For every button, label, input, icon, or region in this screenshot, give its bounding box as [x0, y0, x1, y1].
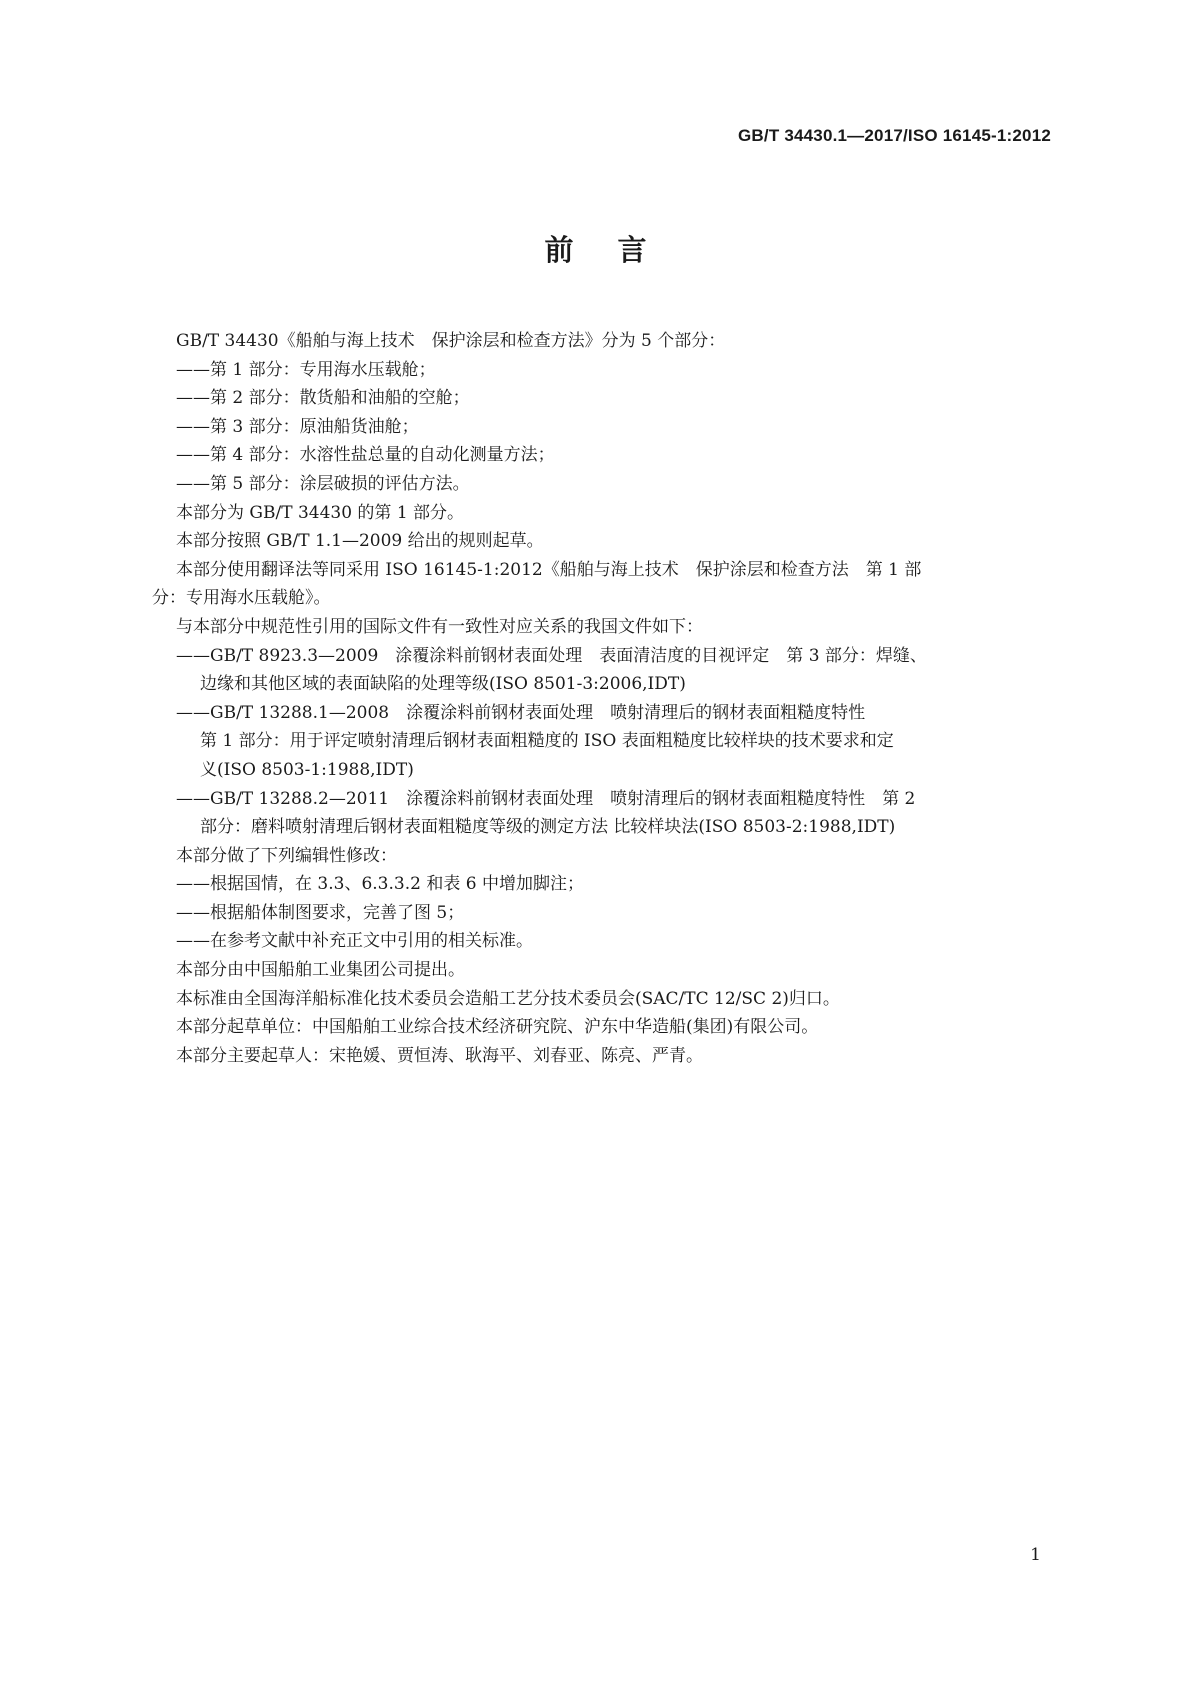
- paragraph: 本部分为 GB/T 34430 的第 1 部分。: [176, 502, 465, 523]
- list-item-continuation: 义(ISO 8503-1:1988,IDT): [200, 759, 414, 780]
- list-item: ——第 1 部分：专用海水压载舱；: [176, 359, 436, 380]
- paragraph: 本部分由中国船舶工业集团公司提出。: [176, 960, 465, 981]
- paragraph: 本部分使用翻译法等同采用 ISO 16145-1:2012《船舶与海上技术 保护涂层和检查方法 第 1 部: [176, 559, 922, 580]
- paragraph-continuation: 分：专用海水压载舱》。: [152, 588, 331, 609]
- page-title: 前言: [544, 233, 691, 267]
- list-item-continuation: 边缘和其他区域的表面缺陷的处理等级(ISO 8501-3:2006,IDT): [200, 674, 686, 695]
- list-item: ——根据国情，在 3.3、6.3.3.2 和表 6 中增加脚注；: [176, 874, 584, 895]
- list-item-continuation: 部分：磨料喷射清理后钢材表面粗糙度等级的测定方法 比较样块法(ISO 8503-2:1988,IDT): [200, 817, 896, 838]
- list-item: ——根据船体制图要求，完善了图 5；: [176, 902, 465, 923]
- list-item: ——在参考文献中补充正文中引用的相关标准。: [176, 931, 533, 952]
- paragraph: 本部分按照 GB/T 1.1—2009 给出的规则起草。: [176, 531, 544, 552]
- list-item-continuation: 第 1 部分：用于评定喷射清理后钢材表面粗糙度的 ISO 表面粗糙度比较样块的技术要求和定: [200, 731, 894, 752]
- list-item: ——第 3 部分：原油船货油舱；: [176, 416, 419, 437]
- list-item: ——第 2 部分：散货船和油船的空舱；: [176, 388, 470, 409]
- list-item: ——GB/T 13288.1—2008 涂覆涂料前钢材表面处理 喷射清理后的钢材表面粗糙度特性: [176, 702, 866, 723]
- list-item: ——GB/T 8923.3—2009 涂覆涂料前钢材表面处理 表面清洁度的目视评定 第 3 部分：焊缝、: [176, 645, 927, 666]
- paragraph: 与本部分中规范性引用的国际文件有一致性对应关系的我国文件如下：: [176, 616, 703, 637]
- paragraph: 本部分主要起草人：宋艳媛、贾恒涛、耿海平、刘春亚、陈亮、严青。: [176, 1045, 703, 1066]
- header-standard-code: GB/T 34430.1—2017/ISO 16145-1:2012: [738, 126, 1051, 145]
- list-item: ——第 4 部分：水溶性盐总量的自动化测量方法；: [176, 445, 555, 466]
- document-body: [152, 327, 1076, 1070]
- paragraph: GB/T 34430《船舶与海上技术 保护涂层和检查方法》分为 5 个部分：: [176, 331, 726, 351]
- paragraph: 本部分做了下列编辑性修改：: [176, 845, 397, 866]
- page-number: 1: [1030, 1545, 1041, 1565]
- list-item: ——GB/T 13288.2—2011 涂覆涂料前钢材表面处理 喷射清理后的钢材表面粗糙度特性 第 2: [176, 788, 916, 809]
- paragraph: 本标准由全国海洋船标准化技术委员会造船工艺分技术委员会(SAC/TC 12/SC 2)归口。: [176, 988, 840, 1009]
- list-item: ——第 5 部分：涂层破损的评估方法。: [176, 473, 470, 494]
- paragraph: 本部分起草单位：中国船舶工业综合技术经济研究院、沪东中华造船(集团)有限公司。: [176, 1017, 819, 1038]
